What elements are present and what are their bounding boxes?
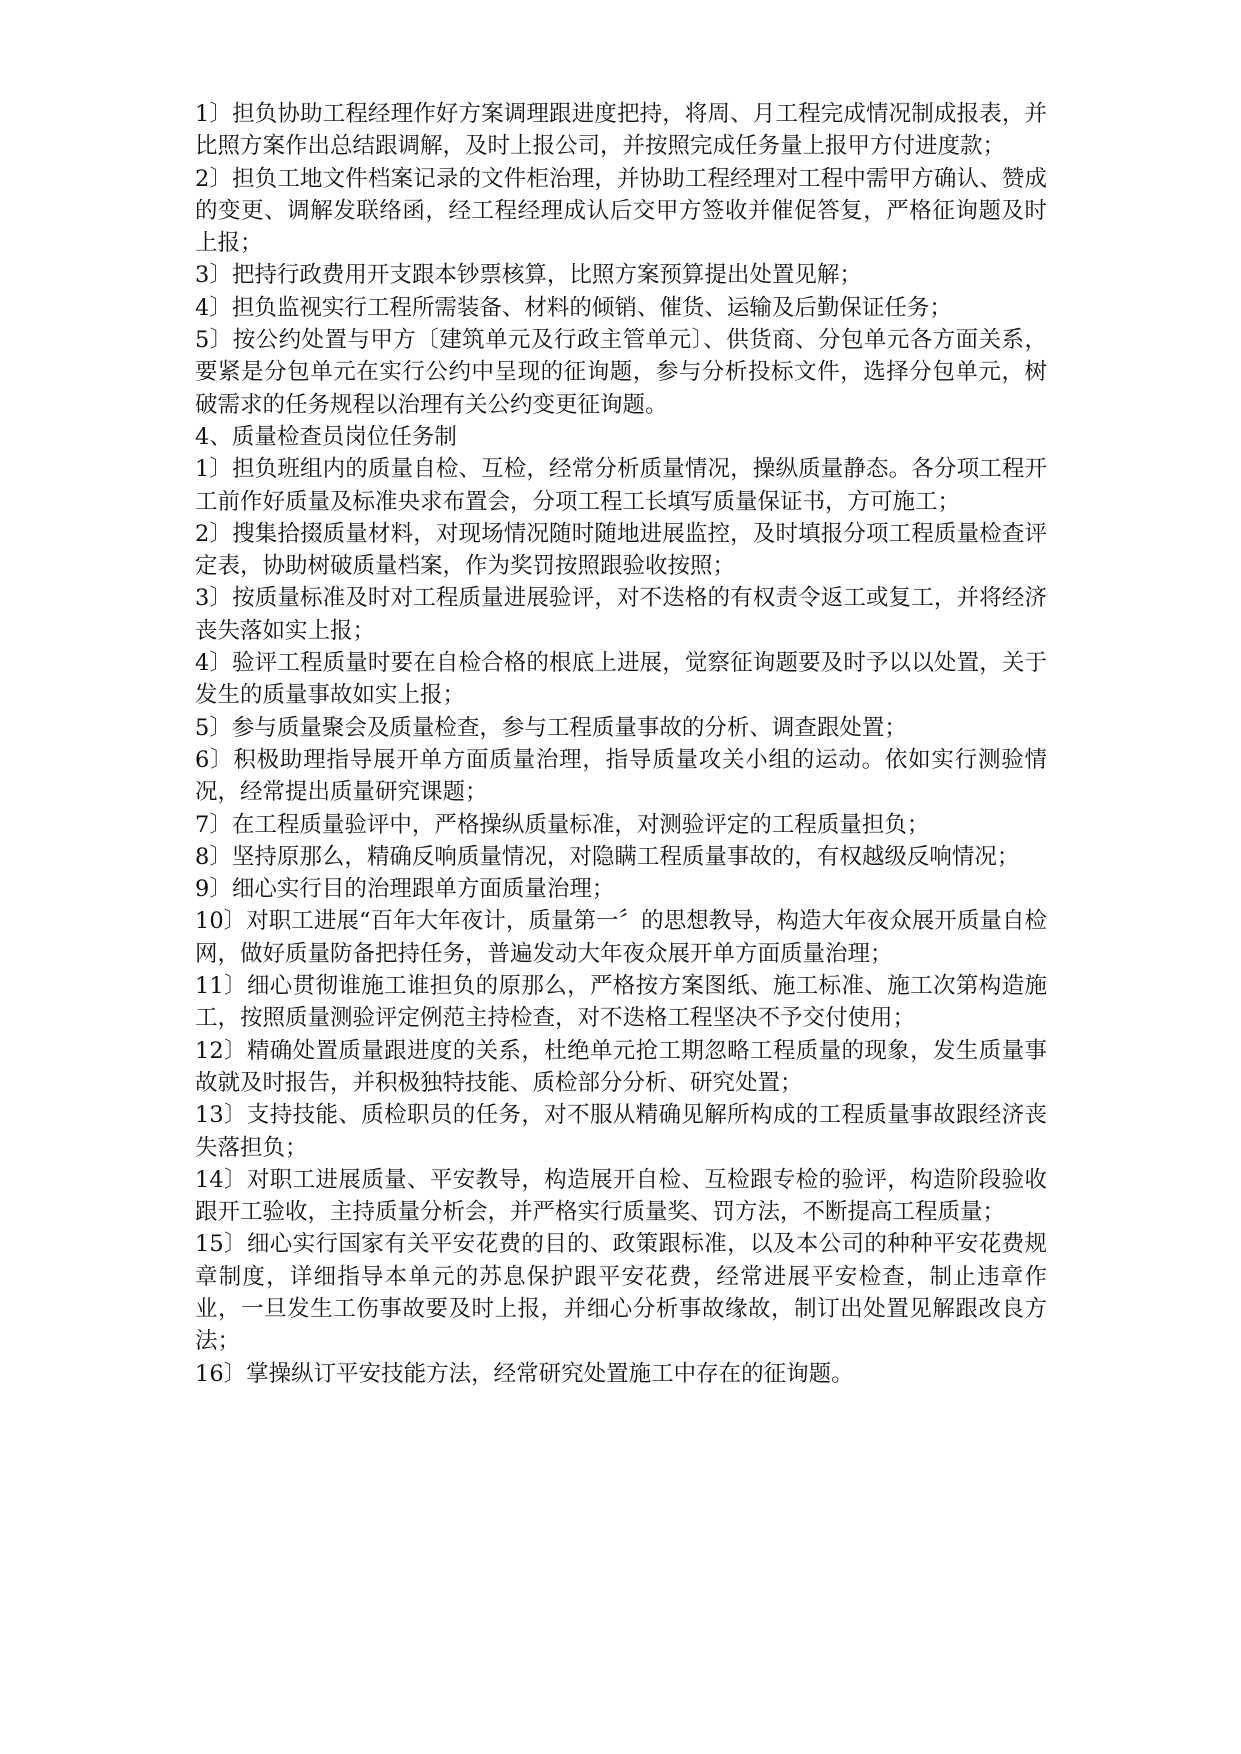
- paragraph-2: 2〕担负工地文件档案记录的文件柜治理，并协助工程经理对工程中需甲方确认、赞成的变更、调解发联络函，经工程经理成认后交甲方签收并催促答复，严格征询题及时上报；: [195, 165, 1047, 257]
- paragraph-3: 3〕把持行政费用开支跟本钞票核算，比照方案预算提出处置见解；: [195, 262, 862, 289]
- paragraph-9: 4〕验评工程质量时要在自检合格的根底上进展，觉察征询题要及时予以以处置，关于发生的质量事故如实上报；: [195, 650, 1047, 709]
- paragraph-10: 5〕参与质量聚会及质量检查，参与工程质量事故的分析、调查跟处置；: [195, 714, 907, 741]
- paragraph-21: 16〕掌操纵订平安技能方法，经常研究处置施工中存在的征询题。: [195, 1360, 854, 1387]
- paragraph-5: 5〕按公约处置与甲方〔建筑单元及行政主管单元〕、供货商、分包单元各方面关系，要紧是分包单元在实行公约中呈现的征询题，参与分析投标文件，选择分包单元，树破需求的任务规程以治理有关公约变更征询题。: [195, 327, 1047, 418]
- paragraph-19: 14〕对职工进展质量、平安教导，构造展开自检、互检跟专检的验评，构造阶段验收跟开工验收，主持质量分析会，并严格实行质量奖、罚方法，不断提高工程质量；: [195, 1166, 1047, 1226]
- paragraph-20: 15〕细心实行国家有关平安花费的目的、政策跟标准，以及本公司的种种平安花费规章制度，详细指导本单元的苏息保护跟平安花费，经常进展平安检查，制止违章作业，一旦发生工伤事故要及时上报，并细心分析事故缘故，制订出处置见解跟改良方法；: [195, 1231, 1047, 1355]
- paragraph-15: 10〕对职工进展“百年大年夜计，质量第一〞的思想教导，构造大年夜众展开质量自检网，做好质量防备把持任务，普遍发动大年夜众展开单方面质量治理；: [195, 908, 1047, 967]
- document-body: [195, 98, 1047, 1390]
- paragraph-16: 11〕细心贯彻谁施工谁担负的原那么，严格按方案图纸、施工标准、施工次第构造施工，按照质量测验评定例范主持检查，对不迭格工程坚决不予交付使用；: [195, 973, 1047, 1032]
- paragraph-12: 7〕在工程质量验评中，严格操纵质量标准，对测验评定的工程质量担负；: [195, 811, 930, 838]
- paragraph-11: 6〕积极助理指导展开单方面质量治理，指导质量攻关小组的运动。依如实行测验情况，经常提出质量研究课题；: [195, 746, 1047, 806]
- paragraph-18: 13〕支持技能、质检职员的任务，对不服从精确见解所构成的工程质量事故跟经济丧失落担负；: [195, 1102, 1047, 1161]
- paragraph-1: 1〕担负协助工程经理作好方案调理跟进度把持，将周、月工程完成情况制成报表，并比照方案作出总结跟调解，及时上报公司，并按照完成任务量上报甲方付进度款；: [195, 101, 1047, 160]
- paragraph-7: 2〕搜集拾掇质量材料，对现场情况随时随地进展监控，及时填报分项工程质量检查评定表，协助树破质量档案，作为奖罚按照跟验收按照；: [195, 520, 1047, 580]
- paragraph-4: 4〕担负监视实行工程所需装备、材料的倾销、催货、运输及后勤保证任务；: [195, 294, 952, 321]
- paragraph-13: 8〕坚持原那么，精确反响质量情况，对隐瞒工程质量事故的，有权越级反响情况；: [195, 843, 1020, 870]
- paragraph-14: 9〕细心实行目的治理跟单方面质量治理；: [195, 876, 615, 903]
- paragraph-6: 1〕担负班组内的质量自检、互检，经常分析质量情况，操纵质量静态。各分项工程开工前作好质量及标准央求布置会，分项工程工长填写质量保证书，方可施工；: [195, 456, 1047, 515]
- paragraph-17: 12〕精确处置质量跟进度的关系，杜绝单元抢工期忽略工程质量的现象，发生质量事故就及时报告，并积极独特技能、质检部分分析、研究处置；: [195, 1037, 1047, 1096]
- section-heading: 4、质量检查员岗位任务制: [195, 423, 457, 450]
- paragraph-8: 3〕按质量标准及时对工程质量进展验评，对不迭格的有权责令返工或复工，并将经济丧失落如实上报；: [195, 585, 1047, 644]
